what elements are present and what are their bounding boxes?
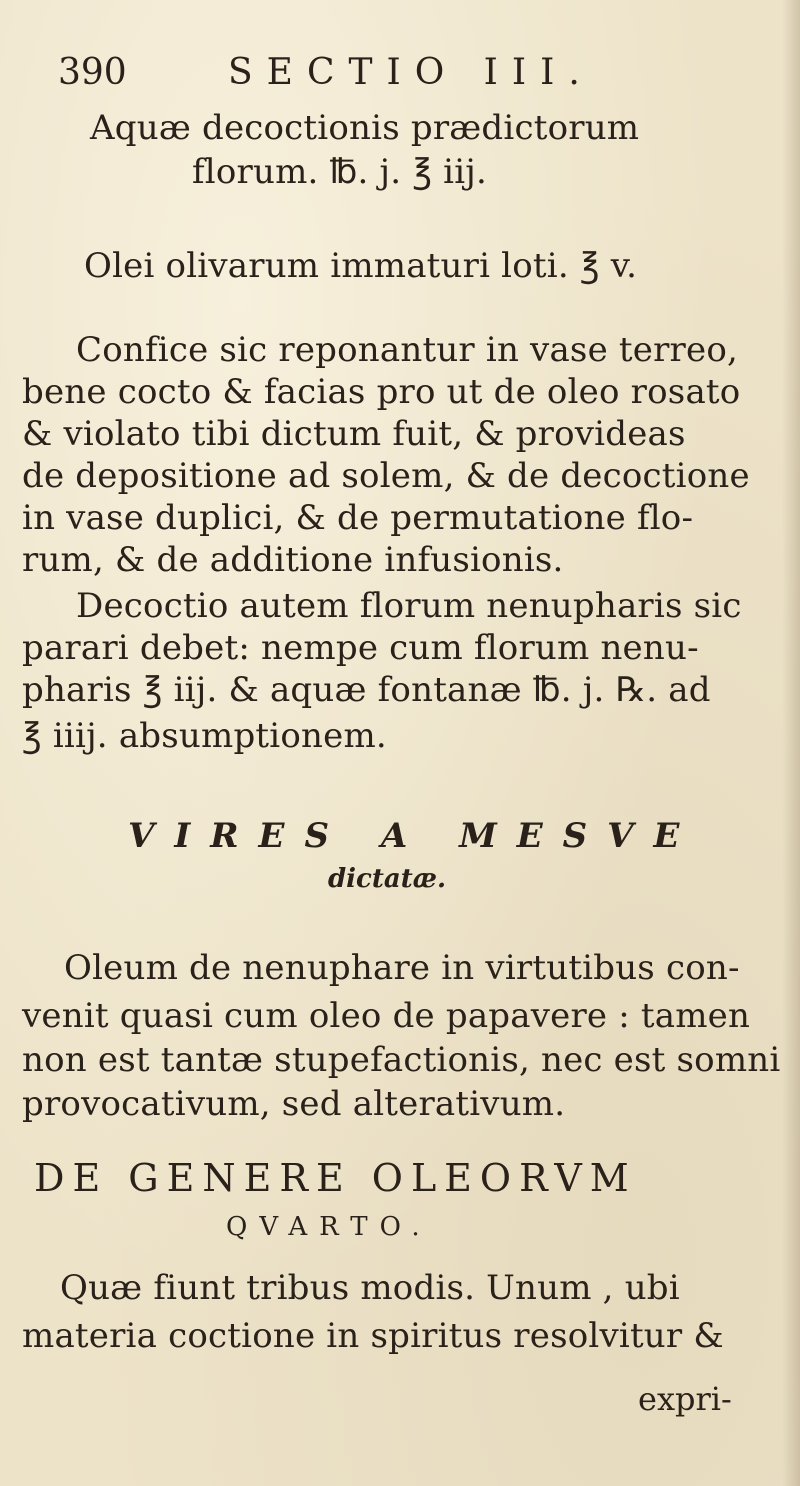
section-subheading: QVARTO.	[226, 1212, 432, 1242]
catchword: expri-	[638, 1380, 732, 1418]
paragraph-3-line-2: venit quasi cum oleo de papavere : tamen	[22, 996, 751, 1036]
paragraph-4-line-1: Quæ fiunt tribus modis. Unum , ubi	[60, 1268, 680, 1308]
vires-subheading: dictatæ.	[328, 864, 447, 894]
recipe-line-1: Aquæ decoctionis prædictorum	[90, 108, 640, 148]
paragraph-3-line-4: provocativum, sed alterativum.	[22, 1084, 566, 1124]
paragraph-2-line-3: pharis ℥ iij. & aquæ fontanæ ℔. j. ℞. ad	[22, 670, 711, 710]
recipe-line-2: florum. ℔. j. ℥ iij.	[192, 152, 488, 192]
paragraph-2-line-2: parari debet: nempe cum florum nenu-	[22, 628, 699, 668]
section-heading: DE GENERE OLEORVM	[34, 1156, 637, 1200]
paragraph-3-line-3: non est tantæ stupefactionis, nec est somni	[22, 1040, 781, 1080]
paragraph-1-line-1: Confice sic reponantur in vase terreo,	[76, 330, 739, 370]
paragraph-3-line-1: Oleum de nenuphare in virtutibus con-	[64, 948, 740, 988]
paragraph-4-line-2: materia coctione in spiritus resolvitur &	[22, 1316, 724, 1356]
paragraph-1-line-3: & violato tibi dictum fuit, & provideas	[22, 414, 686, 454]
paragraph-2-line-1: Decoctio autem florum nenupharis sic	[76, 586, 742, 626]
paragraph-1-line-2: bene cocto & facias pro ut de oleo rosato	[22, 372, 741, 412]
running-head: SECTIO III.	[228, 52, 594, 93]
page-number: 390	[58, 52, 127, 93]
paragraph-1-line-5: in vase duplici, & de permutatione flo-	[22, 498, 694, 538]
paragraph-1-line-4: de depositione ad solem, & de decoctione	[22, 456, 750, 496]
paragraph-2-line-4: ℥ iiij. absumptionem.	[22, 716, 387, 756]
vires-heading: VIRES A MESVE	[128, 816, 700, 856]
page-edge-shadow	[782, 0, 800, 1486]
page-header	[58, 52, 758, 102]
recipe-line-3: Olei olivarum immaturi loti. ℥ v.	[84, 246, 638, 286]
paragraph-1-line-6: rum, & de additione infusionis.	[22, 540, 564, 580]
